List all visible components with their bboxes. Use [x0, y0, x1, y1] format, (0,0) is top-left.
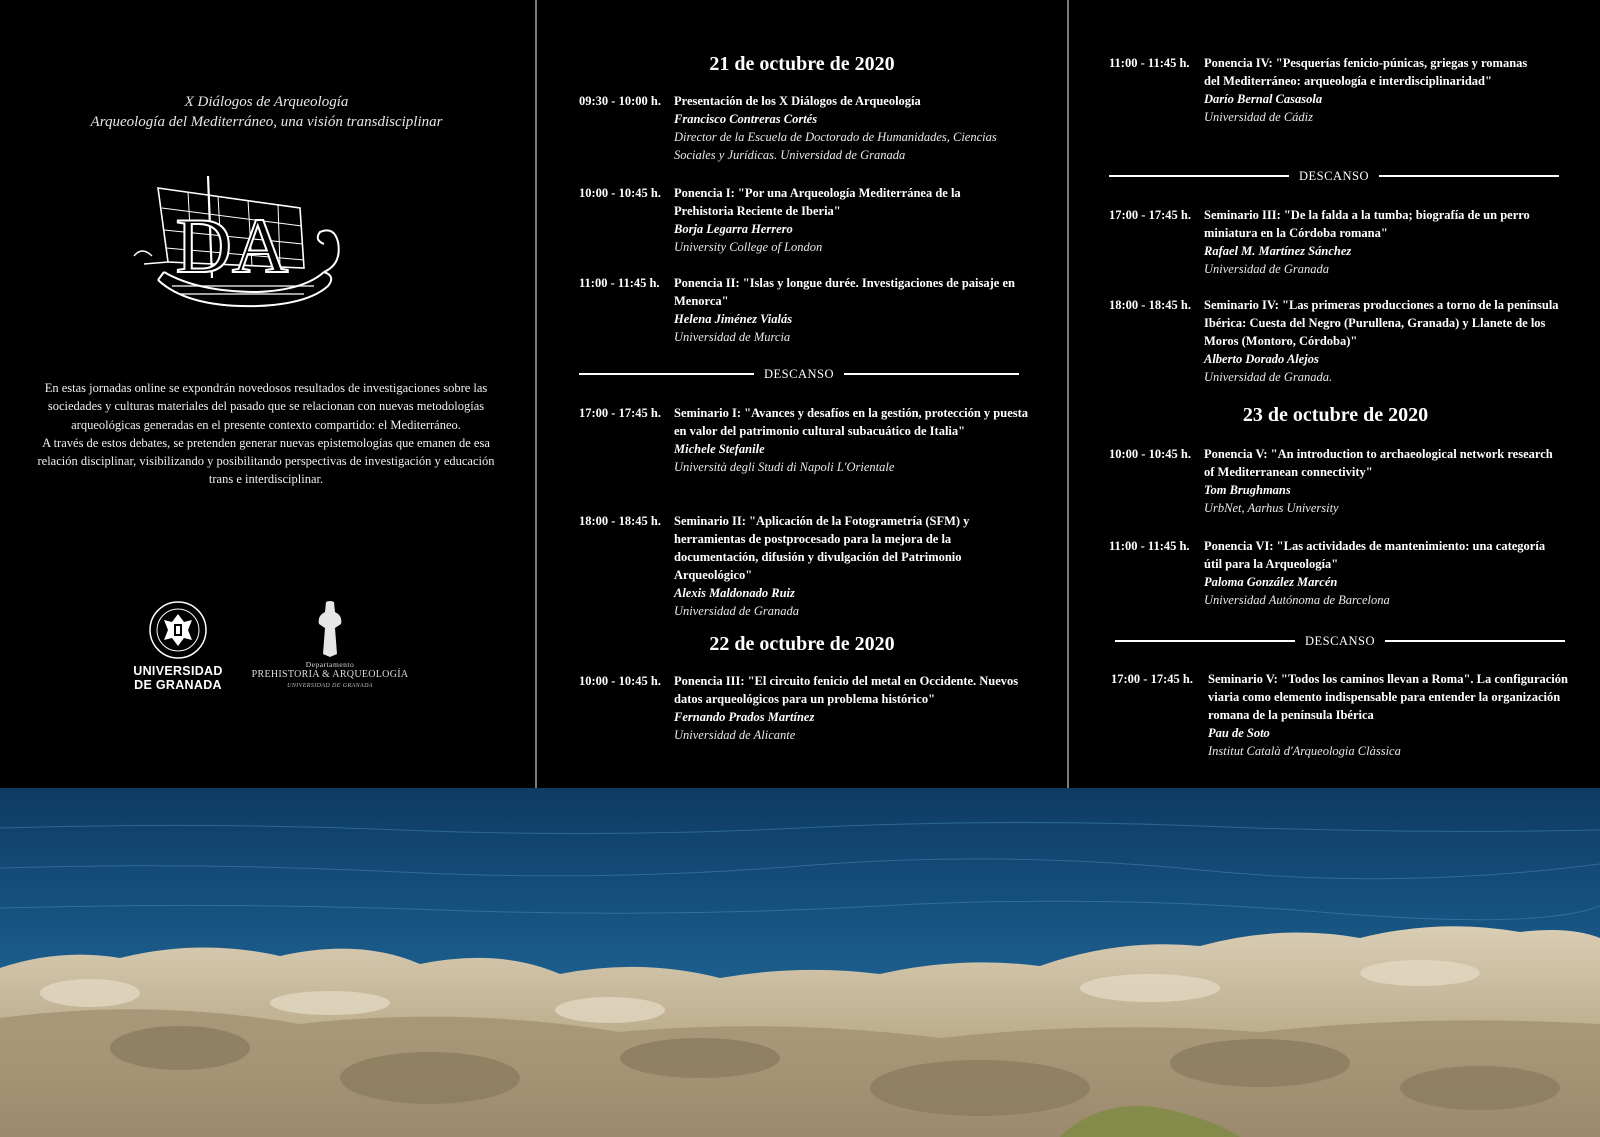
session-affiliation: University College of London	[674, 240, 823, 254]
intro-paragraph-2: A través de estos debates, se pretenden generar nuevas epistemologías que emanen de esa relación disciplinar, visibilizando y posibilitando perspectivas de investigación y educación trans e interdisciplinar.	[37, 435, 495, 487]
left-panel	[0, 0, 533, 788]
event-title	[0, 92, 533, 132]
intro-paragraph-1: En estas jornadas online se expondrán novedosos resultados de investigaciones sobre las sociedades y culturas materiales del pasado que se relacionan con nuevas metodologías arqueológicas generadas en el presente contexto compartido: el Mediterráneo.	[44, 381, 488, 432]
session-title: Ponencia III: "El circuito fenicio del metal en Occidente. Nuevos datos arqueológicos para un problema histórico"	[674, 674, 1019, 706]
session-affiliation: UrbNet, Aarhus University	[1204, 501, 1339, 515]
session-time: 10:00 - 10:45 h.	[579, 674, 661, 688]
session-affiliation: Universidad de Granada	[1204, 262, 1329, 276]
dept-name: PREHISTORIA & ARQUEOLOGÍA	[251, 669, 409, 680]
session-title: Ponencia VI: "Las actividades de mantenimiento: una categoría útil para la Arqueología"	[1204, 539, 1546, 571]
session-affiliation: Universidad Autónoma de Barcelona	[1204, 593, 1390, 607]
session-speaker: Darío Bernal Casasola	[1204, 92, 1323, 106]
logo-monogram: DA	[175, 202, 289, 289]
session-time: 17:00 - 17:45 h.	[1111, 672, 1193, 686]
university-seal-icon	[148, 600, 208, 660]
event-subtitle: Arqueología del Mediterráneo, una visión transdisciplinar	[90, 114, 443, 130]
middle-panel	[535, 0, 1067, 788]
session-affiliation: Universidad de Granada.	[1204, 370, 1333, 384]
session-speaker: Paloma González Marcén	[1204, 575, 1338, 589]
session-time: 17:00 - 17:45 h.	[1109, 208, 1191, 222]
intro-text	[36, 379, 496, 489]
break-label: DESCANSO	[1299, 168, 1369, 183]
session-time: 18:00 - 18:45 h.	[579, 514, 661, 528]
session-speaker: Alexis Maldonado Ruiz	[674, 586, 795, 600]
session-speaker: Michele Stefanile	[674, 442, 765, 456]
session-title: Ponencia I: "Por una Arqueología Mediterránea de la Prehistoria Reciente de Iberia"	[674, 186, 961, 218]
session-title: Ponencia II: "Islas y longue durée. Investigaciones de paisaje en Menorca"	[674, 276, 1015, 308]
session-time: 10:00 - 10:45 h.	[1109, 447, 1191, 461]
session-affiliation: Director de la Escuela de Doctorado de Humanidades, Ciencias Sociales y Jurídicas. Universidad de Granada	[674, 130, 997, 162]
ugr-name-line1: UNIVERSIDAD	[133, 664, 223, 678]
ship-logo-icon	[128, 168, 348, 316]
session-speaker: Helena Jiménez Vialás	[674, 312, 793, 326]
break-label: DESCANSO	[1305, 633, 1375, 648]
dept-label: Departamento	[305, 660, 355, 669]
session-title: Seminario II: "Aplicación de la Fotogrametría (SFM) y herramientas de postprocesado para la mejora de la documentación, difusión y divulgación del Patrimonio Arqueológico"	[674, 514, 970, 582]
session-affiliation: Universidad de Alicante	[674, 728, 796, 742]
right-panel	[1067, 0, 1600, 788]
session-title: Seminario I: "Avances y desafíos en la gestión, protección y puesta en valor del patrimonio cultural subacuático de Italia"	[674, 406, 1029, 438]
session-time: 11:00 - 11:45 h.	[1109, 539, 1190, 553]
session-time: 11:00 - 11:45 h.	[579, 276, 660, 290]
session-affiliation: Institut Català d'Arqueologia Clàssica	[1208, 744, 1401, 758]
break-divider	[1109, 167, 1559, 185]
session-time: 17:00 - 17:45 h.	[579, 406, 661, 420]
break-label: DESCANSO	[764, 366, 834, 381]
mediterranean-coast-photo	[0, 788, 1600, 1137]
session-affiliation: Università degli Studi di Napoli L'Orientale	[674, 460, 895, 474]
department-logo	[250, 600, 410, 691]
event-name: X Diálogos de Arqueología	[184, 94, 349, 110]
break-divider	[1115, 632, 1565, 650]
session-affiliation: Universidad de Cádiz	[1204, 110, 1314, 124]
session-title: Seminario IV: "Las primeras producciones a torno de la península Ibérica: Cuesta del Negro (Purullena, Granada) y Llanete de los Moros (Montoro, Córdoba)"	[1204, 298, 1559, 348]
session-speaker: Rafael M. Martínez Sánchez	[1204, 244, 1352, 258]
day-heading: 23 de octubre de 2020	[1242, 404, 1429, 426]
session-title: Ponencia V: "An introduction to archaeological network research of Mediterranean connectivity"	[1204, 447, 1553, 479]
session-speaker: Borja Legarra Herrero	[674, 222, 793, 236]
session-title: Ponencia IV: "Pesquerías fenicio-púnicas, griegas y romanas del Mediterráneo: arqueología e interdisciplinaridad"	[1204, 56, 1528, 88]
dept-subtitle: UNIVERSIDAD DE GRANADA	[287, 683, 373, 689]
ugr-logo	[128, 600, 228, 692]
session-speaker: Alberto Dorado Alejos	[1204, 352, 1319, 366]
session-title: Seminario III: "De la falda a la tumba; biografía de un perro miniatura en la Córdoba romana"	[1204, 208, 1530, 240]
session-affiliation: Universidad de Murcia	[674, 330, 791, 344]
day-heading: 22 de octubre de 2020	[709, 633, 895, 655]
day-heading: 21 de octubre de 2020	[709, 53, 895, 75]
session-affiliation: Universidad de Granada	[674, 604, 799, 618]
session-title: Presentación de los X Diálogos de Arqueología	[674, 94, 921, 108]
session-speaker: Pau de Soto	[1208, 726, 1270, 740]
session-speaker: Francisco Contreras Cortés	[674, 112, 818, 126]
session-title: Seminario V: "Todos los caminos llevan a Roma". La configuración viaria como elemento indispensable para entender la organización romana de la península Ibérica	[1208, 672, 1568, 722]
session-speaker: Fernando Prados Martínez	[674, 710, 815, 724]
session-time: 09:30 - 10:00 h.	[579, 94, 661, 108]
session-time: 11:00 - 11:45 h.	[1109, 56, 1190, 70]
session-time: 18:00 - 18:45 h.	[1109, 298, 1191, 312]
session-time: 10:00 - 10:45 h.	[579, 186, 661, 200]
session-speaker: Tom Brughmans	[1204, 483, 1291, 497]
idol-figure-icon	[315, 600, 345, 658]
break-divider	[579, 365, 1019, 383]
ugr-name-line2: DE GRANADA	[134, 678, 222, 692]
